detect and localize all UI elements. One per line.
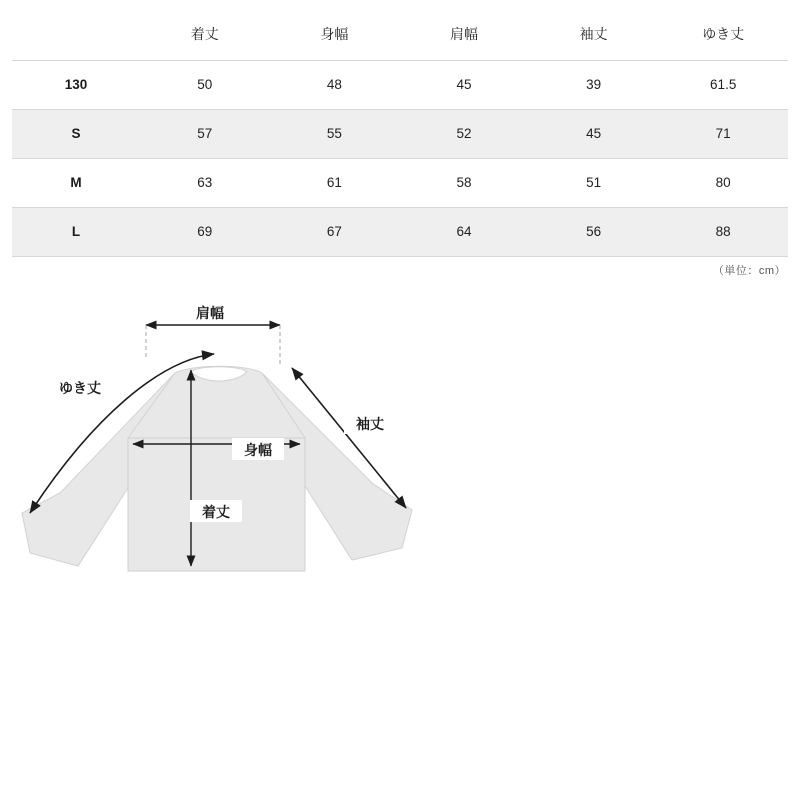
table-row [12, 207, 788, 256]
table-divider [12, 207, 788, 208]
cell-shoulder: 58 [399, 158, 529, 207]
table-divider [12, 256, 788, 257]
table-row [12, 60, 788, 109]
dimension-shoulder [146, 302, 280, 366]
column-header-sleeve: 袖丈 [529, 8, 659, 60]
label-chest: 身幅 [244, 442, 272, 458]
table-divider [12, 109, 788, 110]
cell-shoulder: 52 [399, 109, 529, 158]
table-row [12, 158, 788, 207]
cell-length: 63 [140, 158, 270, 207]
table-row [12, 109, 788, 158]
cell-sleeve: 39 [529, 60, 659, 109]
cell-sleeve: 45 [529, 109, 659, 158]
table-divider [12, 158, 788, 159]
cell-chest: 55 [270, 109, 400, 158]
cell-chest: 48 [270, 60, 400, 109]
label-sleeve: 袖丈 [356, 416, 384, 432]
unit-note: （単位：cm） [712, 265, 786, 277]
column-header-length: 着丈 [140, 8, 270, 60]
cell-shoulder: 45 [399, 60, 529, 109]
cell-sleeve-total: 71 [658, 109, 788, 158]
row-size-label: M [12, 158, 140, 207]
label-length: 着丈 [202, 504, 230, 520]
cell-sleeve-total: 88 [658, 207, 788, 256]
cell-chest: 61 [270, 158, 400, 207]
label-sleeve-total: ゆき丈 [59, 380, 101, 396]
cell-sleeve: 56 [529, 207, 659, 256]
column-header-size [12, 8, 140, 60]
garment-diagram [0, 288, 800, 708]
cell-length: 57 [140, 109, 270, 158]
row-size-label: 130 [12, 60, 140, 109]
table-header-row [12, 8, 788, 60]
column-header-sleeve-total: ゆき丈 [658, 8, 788, 60]
size-table [12, 8, 788, 256]
cell-sleeve: 51 [529, 158, 659, 207]
cell-shoulder: 64 [399, 207, 529, 256]
table-divider [12, 60, 788, 61]
row-size-label: S [12, 109, 140, 158]
cell-sleeve-total: 61.5 [658, 60, 788, 109]
column-header-chest: 身幅 [270, 8, 400, 60]
cell-chest: 67 [270, 207, 400, 256]
cell-length: 50 [140, 60, 270, 109]
table-header [12, 8, 788, 60]
column-header-shoulder: 肩幅 [399, 8, 529, 60]
label-shoulder: 肩幅 [196, 305, 224, 321]
row-size-label: L [12, 207, 140, 256]
cell-sleeve-total: 80 [658, 158, 788, 207]
cell-length: 69 [140, 207, 270, 256]
